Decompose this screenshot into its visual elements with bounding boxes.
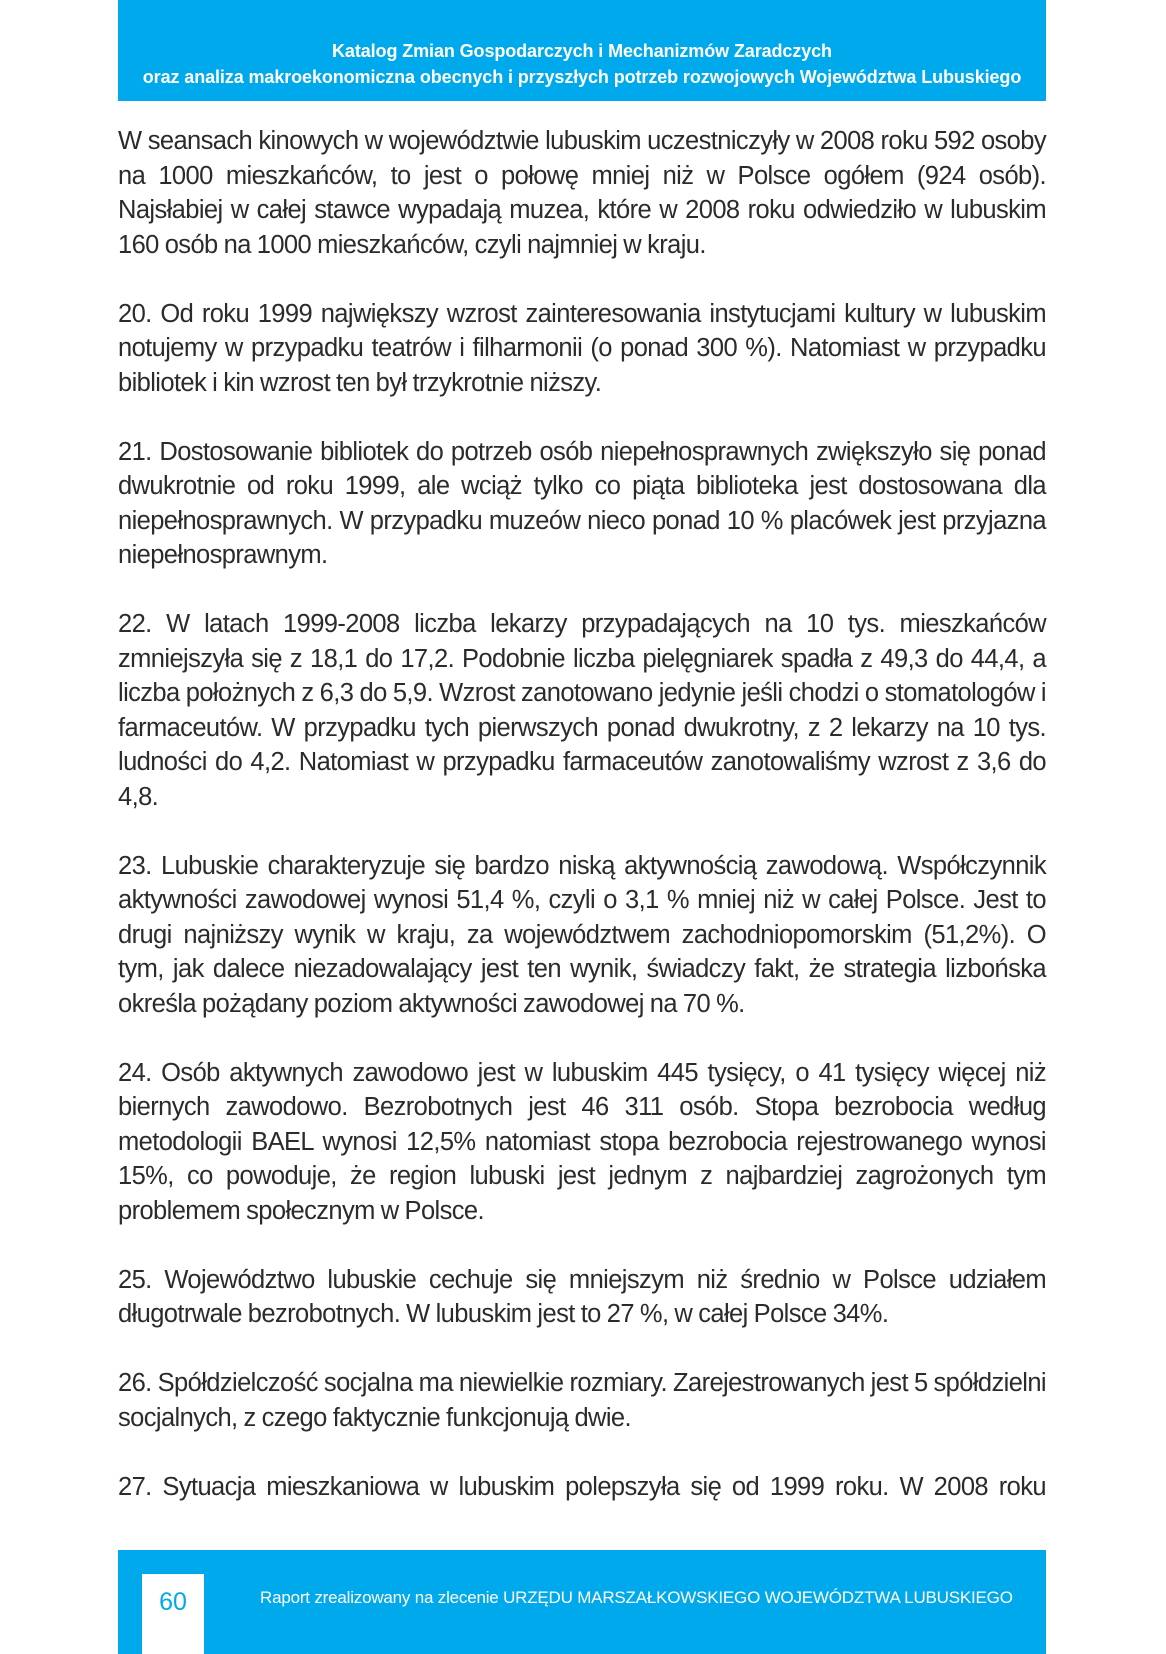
paragraph-cinema-museums: W seansach kinowych w województwie lubuskim uczestniczyły w 2008 roku 592 osoby na 1000 mieszkańców, to jest o połowę mniej niż w Polsce ogółem (924 osób). Najsłabiej w całej stawce wypadają muzea, które w 2008 roku odwiedziło w lubuskim 160 osób na 1000 mieszkańców, czyli najmniej w kraju. xyxy=(118,127,1046,259)
paragraph-24: 24. Osób aktywnych zawodowo jest w lubuskim 445 tysięcy, o 41 tysięcy więcej niż biernych zawodowo. Bezrobotnych jest 46 311 osób. Stopa bezrobocia według metodologii BAEL wynosi 12,5% natomiast stopa bezrobocia rejestrowanego wynosi 15%, co powoduje, że region lubuski jest jednym z najbardziej zagrożonych tym problemem społecznym w Polsce. xyxy=(118,1058,1046,1225)
header-title-line-2: oraz analiza makroekonomiczna obecnych i przyszłych potrzeb rozwojowych Województwa Lubuskiego xyxy=(142,67,1022,87)
paragraph-21: 21. Dostosowanie bibliotek do potrzeb osób niepełnosprawnych zwiększyło się ponad dwukrotnie od roku 1999, ale wciąż tylko co piąta biblioteka jest dostosowana dla niepełnosprawnych. W przypadku muzeów nieco ponad 10 % placówek jest przyjazna niepełnosprawnym. xyxy=(118,437,1046,569)
page-header xyxy=(118,0,1046,101)
page-number: 60 xyxy=(142,1574,204,1654)
paragraph-20: 20. Od roku 1999 największy wzrost zainteresowania instytucjami kultury w lubuskim notujemy w przypadku teatrów i filharmonii (o ponad 300 %). Natomiast w przypadku bibliotek i kin wzrost ten był trzykrotnie niższy. xyxy=(118,299,1046,397)
header-title-line-1: Katalog Zmian Gospodarczych i Mechanizmów Zaradczych xyxy=(332,41,832,61)
paragraph-25: 25. Województwo lubuskie cechuje się mniejszym niż średnio w Polsce udziałem długotrwale bezrobotnych. W lubuskim jest to 27 %, w całej Polsce 34%. xyxy=(118,1265,1046,1328)
paragraph-27: 27. Sytuacja mieszkaniowa w lubuskim polepszyła się od 1999 roku. W 2008 roku xyxy=(118,1472,1046,1501)
footer-credit: Raport zrealizowany na zlecenie URZĘDU MARSZAŁKOWSKIEGO WOJEWÓDZTWA LUBUSKIEGO xyxy=(260,1588,1013,1607)
paragraph-23: 23. Lubuskie charakteryzuje się bardzo niską aktywnością zawodową. Współczynnik aktywności zawodowej wynosi 51,4 %, czyli o 3,1 % mniej niż w całej Polsce. Jest to drugi najniższy wynik w kraju, za województwem zachodniopomorskim (51,2%). O tym, jak dalece niezadowalający jest ten wynik, świadczy fakt, że strategia lizbońska określa pożądany poziom aktywności zawodowej na 70 %. xyxy=(118,851,1046,1018)
document-body xyxy=(118,124,1046,1539)
paragraph-26: 26. Spółdzielczość socjalna ma niewielkie rozmiary. Zarejestrowanych jest 5 spółdzielni socjalnych, z czego faktycznie funkcjonują dwie. xyxy=(118,1369,1046,1432)
page-footer xyxy=(118,1550,1046,1654)
paragraph-22: 22. W latach 1999-2008 liczba lekarzy przypadających na 10 tys. mieszkańców zmniejszyła się z 18,1 do 17,2. Podobnie liczba pielęgniarek spadła z 49,3 do 44,4, a liczba położnych z 6,3 do 5,9. Wzrost zanotowano jedynie jeśli chodzi o stomatologów i farmaceutów. W przypadku tych pierwszych ponad dwukrotny, z 2 lekarzy na 10 tys. ludności do 4,2. Natomiast w przypadku farmaceutów zanotowaliśmy wzrost z 3,6 do 4,8. xyxy=(118,610,1046,811)
